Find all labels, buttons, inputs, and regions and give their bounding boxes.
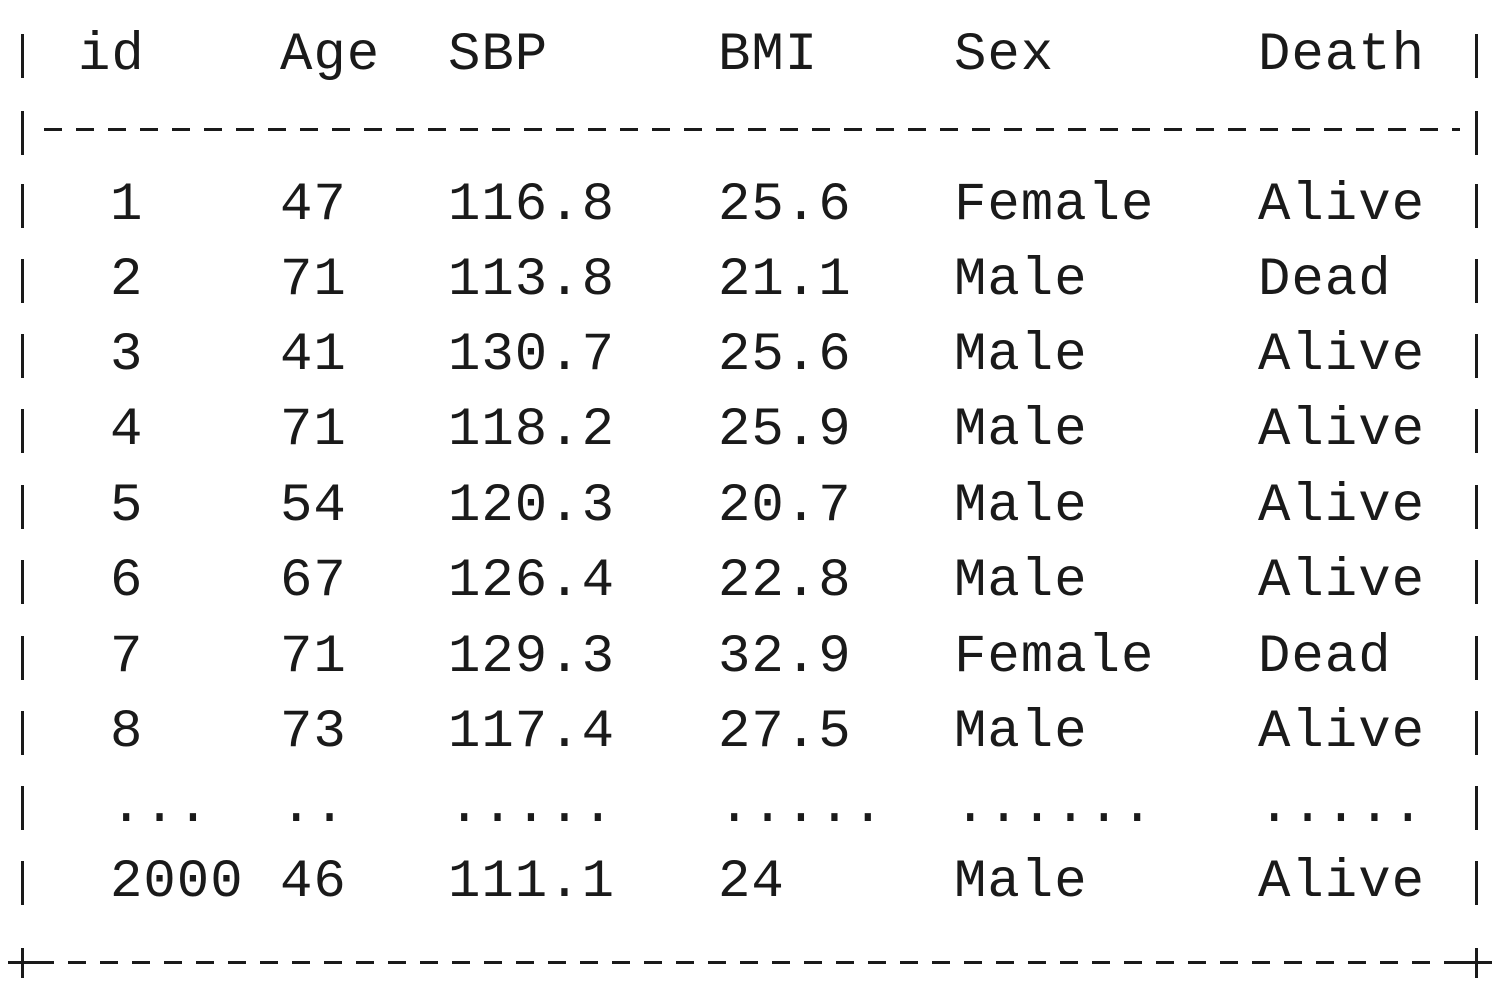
- table-row: [0, 168, 1504, 243]
- border-pipe-left: [21, 560, 24, 604]
- header-id: id: [78, 25, 145, 86]
- cell-age: 71: [280, 250, 347, 311]
- border-pipe-left: [21, 636, 24, 680]
- border-pipe-right: [1475, 636, 1478, 680]
- cell-bmi: 25.6: [718, 175, 852, 236]
- cell-id: 6: [110, 551, 144, 612]
- corner-plus-left: [8, 948, 38, 978]
- cell-id: 1: [110, 175, 144, 236]
- cell-sbp: 111.1: [448, 852, 616, 913]
- cell-age: 41: [280, 325, 347, 386]
- cell-death: Alive: [1258, 852, 1426, 913]
- bottom-dashes: [36, 961, 1468, 964]
- border-pipe-right: [1475, 259, 1478, 303]
- cell-sex: Male: [954, 551, 1088, 612]
- cell-sex: Male: [954, 702, 1088, 763]
- table-row: [0, 393, 1504, 468]
- border-pipe-right: [1475, 184, 1478, 228]
- cell-age: 73: [280, 702, 347, 763]
- cell-death: Dead: [1258, 250, 1392, 311]
- cell-sbp: .....: [448, 777, 616, 838]
- cell-sex: Male: [954, 476, 1088, 537]
- border-pipe-right: [1475, 560, 1478, 604]
- cell-death: Alive: [1258, 325, 1426, 386]
- border-pipe-left: [21, 334, 24, 378]
- header-age: Age: [280, 25, 381, 86]
- border-pipe-left: [21, 184, 24, 228]
- border-pipe-left: [21, 34, 24, 78]
- border-pipe-left: [21, 786, 24, 830]
- cell-id: 3: [110, 325, 144, 386]
- cell-sex: Male: [954, 400, 1088, 461]
- cell-sbp: 118.2: [448, 400, 616, 461]
- cell-bmi: .....: [718, 777, 886, 838]
- border-pipe-right: [1475, 409, 1478, 453]
- cell-bmi: 24: [718, 852, 785, 913]
- cell-age: 67: [280, 551, 347, 612]
- cell-age: 71: [280, 627, 347, 688]
- cell-age: 54: [280, 476, 347, 537]
- cell-sex: Female: [954, 175, 1155, 236]
- table-row: [0, 620, 1504, 695]
- cell-bmi: 25.6: [718, 325, 852, 386]
- border-pipe-right: [1475, 711, 1478, 755]
- cell-death: Alive: [1258, 551, 1426, 612]
- cell-death: Dead: [1258, 627, 1392, 688]
- border-pipe-right: [1475, 485, 1478, 529]
- table-row: [0, 695, 1504, 770]
- cell-sbp: 129.3: [448, 627, 616, 688]
- cell-sbp: 126.4: [448, 551, 616, 612]
- cell-id: ...: [110, 777, 211, 838]
- border-pipe-right: [1475, 334, 1478, 378]
- cell-sbp: 116.8: [448, 175, 616, 236]
- cell-id: 4: [110, 400, 144, 461]
- cell-bmi: 20.7: [718, 476, 852, 537]
- header-separator: [0, 105, 1504, 155]
- cell-sex: Male: [954, 250, 1088, 311]
- cell-death: Alive: [1258, 175, 1426, 236]
- cell-bmi: 27.5: [718, 702, 852, 763]
- header-sex: Sex: [954, 25, 1055, 86]
- table-row: [0, 845, 1504, 920]
- cell-bmi: 22.8: [718, 551, 852, 612]
- border-pipe-left: [21, 861, 24, 905]
- cell-death: Alive: [1258, 702, 1426, 763]
- border-pipe-left: [21, 259, 24, 303]
- cell-sbp: 120.3: [448, 476, 616, 537]
- border-pipe-right: [1475, 111, 1478, 155]
- cell-age: 71: [280, 400, 347, 461]
- cell-sbp: 117.4: [448, 702, 616, 763]
- cell-age: ..: [280, 777, 347, 838]
- header-bmi: BMI: [718, 25, 819, 86]
- cell-id: 2000: [110, 852, 244, 913]
- cell-sex: ......: [954, 777, 1155, 838]
- corner-plus-right: [1462, 948, 1492, 978]
- border-pipe-left: [21, 409, 24, 453]
- header-sbp: SBP: [448, 25, 549, 86]
- cell-age: 46: [280, 852, 347, 913]
- cell-id: 7: [110, 627, 144, 688]
- cell-death: Alive: [1258, 476, 1426, 537]
- table-row: [0, 469, 1504, 544]
- table-row: [0, 318, 1504, 393]
- cell-sex: Male: [954, 852, 1088, 913]
- cell-id: 2: [110, 250, 144, 311]
- border-pipe-right: [1475, 34, 1478, 78]
- table-row: [0, 243, 1504, 318]
- cell-id: 5: [110, 476, 144, 537]
- cell-sbp: 130.7: [448, 325, 616, 386]
- cell-id: 8: [110, 702, 144, 763]
- table-row: [0, 544, 1504, 619]
- cell-sbp: 113.8: [448, 250, 616, 311]
- cell-sex: Male: [954, 325, 1088, 386]
- table-bottom-border: [0, 940, 1504, 984]
- border-pipe-left: [21, 711, 24, 755]
- cell-bmi: 25.9: [718, 400, 852, 461]
- cell-bmi: 32.9: [718, 627, 852, 688]
- table-header-row: [0, 18, 1504, 93]
- border-pipe-right: [1475, 786, 1478, 830]
- table-row-ellipsis: [0, 770, 1504, 845]
- border-pipe-left: [21, 111, 24, 155]
- cell-sex: Female: [954, 627, 1155, 688]
- header-death: Death: [1258, 25, 1426, 86]
- cell-death: .....: [1258, 777, 1426, 838]
- separator-dashes: [44, 128, 1460, 131]
- border-pipe-left: [21, 485, 24, 529]
- border-pipe-right: [1475, 861, 1478, 905]
- cell-age: 47: [280, 175, 347, 236]
- cell-bmi: 21.1: [718, 250, 852, 311]
- cell-death: Alive: [1258, 400, 1426, 461]
